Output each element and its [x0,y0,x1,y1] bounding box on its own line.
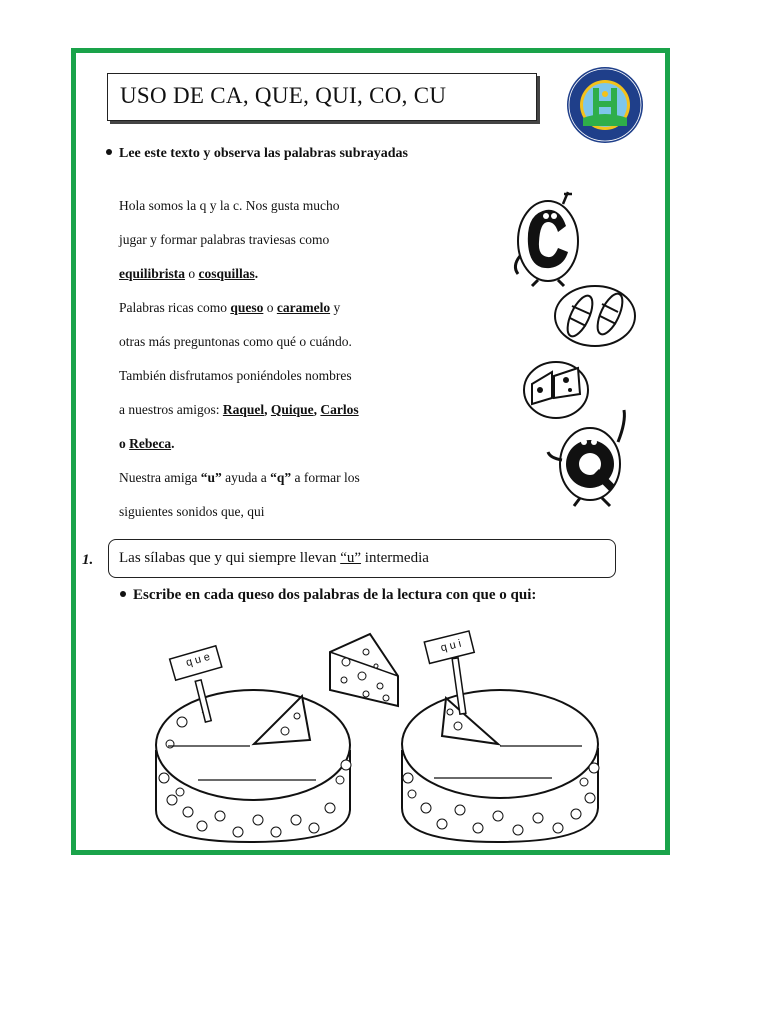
cheese-wedge-icon [326,630,402,710]
instruction-write: Escribe en cada queso dos palabras de la lectura con que o qui: [120,587,536,604]
rule-box [108,539,616,578]
bullet-icon [120,591,126,597]
candy-plate-icon [552,280,638,350]
title-box [107,73,537,121]
rule-text: Las sílabas que y qui siempre llevan “u” intermedia [119,550,429,566]
reading-line: También disfrutamos poniéndoles nombres [119,368,352,383]
reading-line: equilibrista o cosquillas. [119,266,259,281]
reading-line: Hola somos la q y la c. Nos gusta mucho [119,198,340,213]
sign-que: q u e [184,650,212,670]
cheese-wheel-qui [398,628,608,850]
reading-line: otras más preguntonas como qué o cuándo. [119,334,352,349]
letter-c-character-icon [508,186,588,288]
logo-emblem-icon [566,66,644,144]
letter-q-character-icon [540,402,636,510]
reading-line: jugar y formar palabras traviesas como [119,232,330,247]
reading-line: o Rebeca. [119,436,175,451]
reading-line: siguientes sonidos que, qui [119,504,265,519]
sign-qui: q u i [439,637,463,655]
rule-number: 1. [82,552,94,568]
reading-line: Nuestra amiga “u” ayuda a “q” a formar los [119,470,360,485]
reading-line: a nuestros amigos: Raquel, Quique, Carlos [119,402,359,417]
instruction-read: Lee este texto y observa las palabras subrayadas [106,146,408,162]
page-title: USO DE CA, QUE, QUI, CO, CU [120,83,447,108]
reading-line: Palabras ricas como queso o caramelo y [119,300,341,315]
school-logo [566,66,644,144]
bullet-icon [106,149,112,155]
